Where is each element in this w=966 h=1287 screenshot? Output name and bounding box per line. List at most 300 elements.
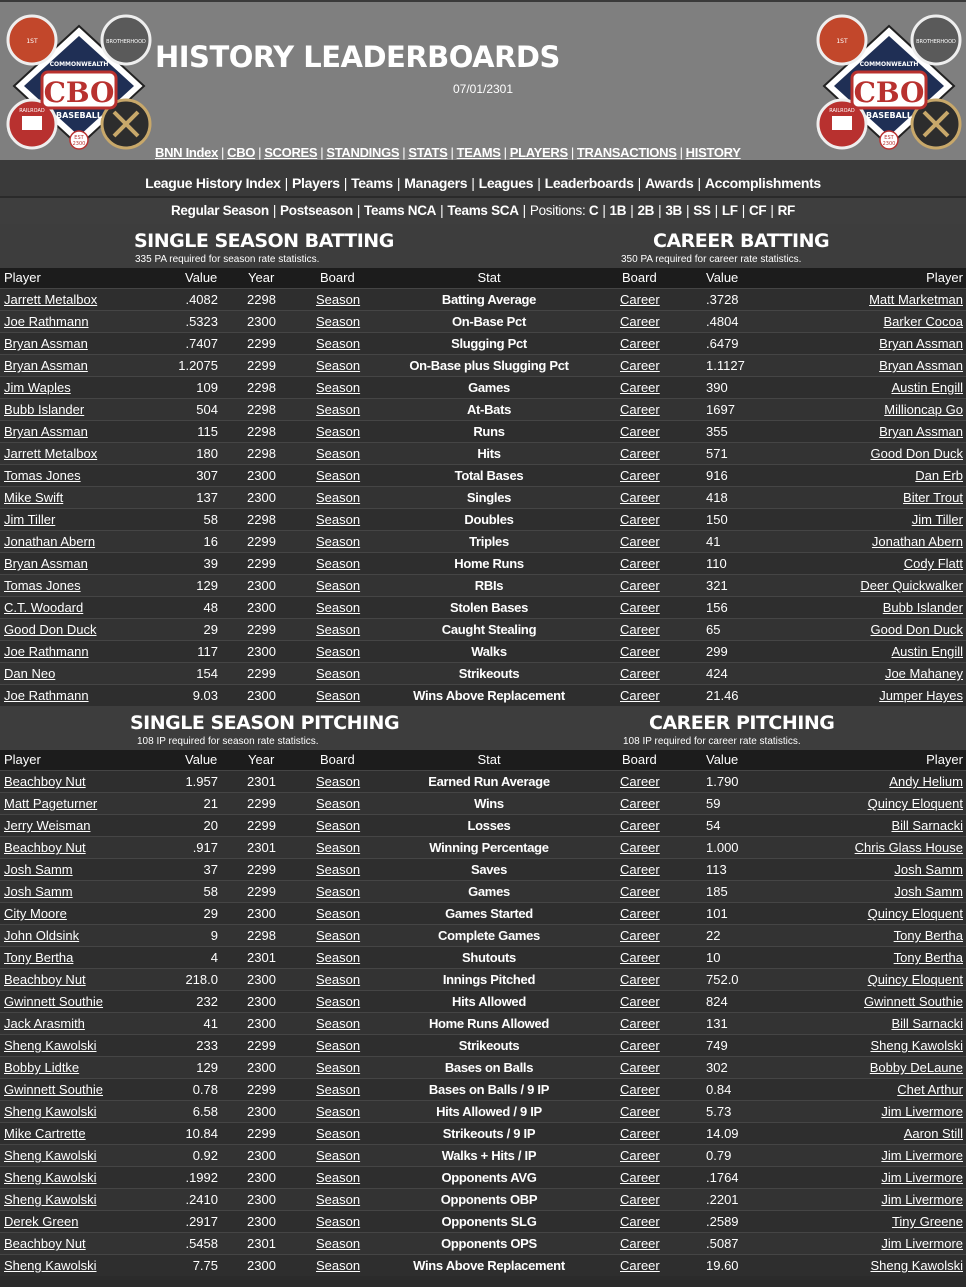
col-board-left: Board (320, 752, 355, 767)
season-leader-link[interactable]: Tomas Jones (4, 468, 81, 483)
position-link-lf[interactable]: LF (721, 203, 738, 218)
career-leader-link[interactable]: Jim Livermore (881, 1192, 963, 1207)
career-value: 0.79 (706, 1148, 732, 1163)
season-leader-link[interactable]: City Moore (4, 906, 67, 921)
season-year: 2300 (247, 688, 276, 703)
nav-separator: | (320, 145, 324, 160)
pitching-table (0, 750, 966, 1276)
career-board-link[interactable]: Career (620, 1148, 660, 1163)
career-board-link[interactable]: Career (620, 840, 660, 855)
batting-section-header (0, 224, 966, 268)
career-value: 418 (706, 490, 728, 505)
season-year: 2300 (247, 468, 276, 483)
career-value: 1.1127 (706, 358, 745, 373)
season-board-link[interactable]: Season (316, 666, 361, 681)
season-board-link[interactable]: Season (316, 424, 361, 439)
season-leader-link[interactable]: Derek Green (4, 1214, 79, 1229)
career-board-link[interactable]: Career (620, 314, 660, 329)
career-leader-link[interactable]: Josh Samm (894, 862, 963, 877)
table-row (0, 1056, 966, 1078)
career-leader-link[interactable]: Jim Tiller (911, 512, 963, 527)
season-value: 232 (196, 994, 218, 1009)
season-leader-link[interactable]: Jack Arasmith (4, 1016, 85, 1031)
stat-name: RBIs (474, 578, 504, 593)
season-year: 2299 (247, 1082, 276, 1097)
season-board-link[interactable]: Season (316, 1126, 361, 1141)
career-board-link[interactable]: Career (620, 928, 660, 943)
filter-link-postseason[interactable]: Postseason (280, 203, 353, 218)
career-leader-link[interactable]: Jumper Hayes (879, 688, 963, 703)
season-board-link[interactable]: Season (316, 1236, 361, 1251)
season-board-link[interactable]: Season (316, 468, 361, 483)
history-link-players[interactable]: Players (292, 175, 340, 191)
career-board-link[interactable]: Career (620, 884, 660, 899)
career-value: 131 (706, 1016, 728, 1031)
season-board-link[interactable]: Season (316, 380, 361, 395)
nav-separator: | (258, 145, 262, 160)
col-board-right: Board (622, 270, 657, 285)
career-board-link[interactable]: Career (620, 1170, 660, 1185)
history-link-league-history-index[interactable]: League History Index (145, 175, 281, 191)
single-season-pitching-note: 108 IP required for season rate statistics. (137, 736, 319, 747)
career-board-link[interactable]: Career (620, 1082, 660, 1097)
column-header-row (0, 750, 966, 770)
table-row (0, 1100, 966, 1122)
history-link-leagues[interactable]: Leagues (478, 175, 534, 191)
career-board-link[interactable]: Career (620, 358, 660, 373)
position-link-rf[interactable]: RF (777, 203, 796, 218)
season-leader-link[interactable]: Jonathan Abern (4, 534, 96, 549)
career-leader-link[interactable]: Bubb Islander (882, 600, 963, 615)
logo-commonwealth-text: COMMONWEALTH (859, 61, 919, 68)
table-row (0, 464, 966, 486)
position-link-3b[interactable]: 3B (665, 203, 682, 218)
season-board-link[interactable]: Season (316, 774, 361, 789)
stat-name: Opponents OPS (441, 1236, 537, 1251)
career-board-link[interactable]: Career (620, 994, 660, 1009)
career-leader-link[interactable]: Bryan Assman (879, 424, 963, 439)
season-value: 1.2075 (178, 358, 218, 373)
career-board-link[interactable]: Career (620, 796, 660, 811)
season-value: .4082 (185, 292, 218, 307)
career-leader-link[interactable]: Biter Trout (903, 490, 963, 505)
season-board-link[interactable]: Season (316, 1214, 361, 1229)
season-value: 6.58 (192, 1104, 218, 1119)
career-leader-link[interactable]: Chris Glass House (854, 840, 963, 855)
career-board-link[interactable]: Career (620, 424, 660, 439)
nav-link-history[interactable]: HISTORY (685, 145, 741, 160)
season-board-link[interactable]: Season (316, 972, 361, 987)
season-leader-link[interactable]: Sheng Kawolski (4, 1170, 97, 1185)
season-leader-link[interactable]: Josh Samm (4, 884, 73, 899)
career-leader-link[interactable]: Tiny Greene (891, 1214, 963, 1229)
season-leader-link[interactable]: Bryan Assman (4, 358, 88, 373)
career-board-link[interactable]: Career (620, 1192, 660, 1207)
career-leader-link[interactable]: Tony Bertha (893, 928, 963, 943)
career-board-link[interactable]: Career (620, 292, 660, 307)
career-leader-link[interactable]: Tony Bertha (893, 950, 963, 965)
career-leader-link[interactable]: Austin Engill (891, 380, 963, 395)
table-row (0, 530, 966, 552)
season-year: 2300 (247, 906, 276, 921)
season-leader-link[interactable]: Dan Neo (4, 666, 56, 681)
career-leader-link[interactable]: Good Don Duck (870, 622, 963, 637)
single-season-pitching-title: SINGLE SEASON PITCHING (130, 712, 400, 734)
career-board-link[interactable]: Career (620, 446, 660, 461)
career-board-link[interactable]: Career (620, 862, 660, 877)
career-value: 299 (706, 644, 728, 659)
season-value: 154 (196, 666, 218, 681)
nav-link-scores[interactable]: SCORES (264, 145, 318, 160)
season-leader-link[interactable]: Bryan Assman (4, 424, 88, 439)
career-leader-link[interactable]: Andy Helium (889, 774, 963, 789)
table-row (0, 486, 966, 508)
career-board-link[interactable]: Career (620, 972, 660, 987)
season-leader-link[interactable]: Mike Cartrette (4, 1126, 86, 1141)
nav-separator: | (356, 203, 361, 218)
career-board-link[interactable]: Career (620, 534, 660, 549)
pitching-section-header (0, 706, 966, 750)
season-value: 21 (203, 796, 218, 811)
single-season-batting-title: SINGLE SEASON BATTING (134, 230, 394, 252)
career-board-link[interactable]: Career (620, 688, 660, 703)
season-value: 129 (196, 1060, 218, 1075)
career-board-link[interactable]: Career (620, 1038, 660, 1053)
filter-link-teams-sca[interactable]: Teams SCA (447, 203, 519, 218)
season-leader-link[interactable]: Gwinnett Southie (4, 994, 104, 1009)
stat-name: Opponents AVG (441, 1170, 537, 1185)
season-board-link[interactable]: Season (316, 314, 361, 329)
nav-link-teams[interactable]: TEAMS (456, 145, 501, 160)
season-leader-link[interactable]: Tomas Jones (4, 578, 81, 593)
season-leader-link[interactable]: Good Don Duck (4, 622, 97, 637)
career-leader-link[interactable]: Jim Livermore (881, 1148, 963, 1163)
career-leader-link[interactable]: Quincy Eloquent (867, 906, 963, 921)
stat-name: Home Runs Allowed (428, 1016, 550, 1031)
career-leader-link[interactable]: Quincy Eloquent (867, 972, 963, 987)
career-board-link[interactable]: Career (620, 818, 660, 833)
stat-name: Caught Stealing (441, 622, 537, 637)
season-board-link[interactable]: Season (316, 512, 361, 527)
season-year: 2299 (247, 622, 276, 637)
season-board-link[interactable]: Season (316, 578, 361, 593)
career-leader-link[interactable]: Bryan Assman (879, 336, 963, 351)
career-leader-link[interactable]: Aaron Still (903, 1126, 963, 1141)
season-leader-link[interactable]: Beachboy Nut (4, 840, 86, 855)
season-value: .5458 (185, 1236, 218, 1251)
season-leader-link[interactable]: Jim Waples (4, 380, 71, 395)
season-leader-link[interactable]: Sheng Kawolski (4, 1258, 97, 1273)
career-batting-title: CAREER BATTING (653, 230, 830, 252)
season-board-link[interactable]: Season (316, 292, 361, 307)
career-board-link[interactable]: Career (620, 380, 660, 395)
season-board-link[interactable]: Season (316, 490, 361, 505)
career-board-link[interactable]: Career (620, 666, 660, 681)
season-board-link[interactable]: Season (316, 446, 361, 461)
stat-name: Games (468, 380, 510, 395)
season-year: 2298 (247, 446, 276, 461)
season-leader-link[interactable]: Gwinnett Southie (4, 1082, 104, 1097)
stat-name: Wins Above Replacement (413, 688, 565, 703)
career-leader-link[interactable]: Austin Engill (891, 644, 963, 659)
career-leader-link[interactable]: Josh Samm (894, 884, 963, 899)
season-board-link[interactable]: Season (316, 1192, 361, 1207)
career-board-link[interactable]: Career (620, 906, 660, 921)
stat-name: Hits Allowed (452, 994, 526, 1009)
table-row (0, 354, 966, 376)
season-board-link[interactable]: Season (316, 402, 361, 417)
season-value: 504 (196, 402, 218, 417)
logo-year-text: 2300 (882, 141, 896, 147)
career-value: .5087 (706, 1236, 739, 1251)
season-value: 48 (203, 600, 218, 615)
season-year: 2300 (247, 644, 276, 659)
season-leader-link[interactable]: Bubb Islander (4, 402, 85, 417)
season-board-link[interactable]: Season (316, 928, 361, 943)
season-board-link[interactable]: Season (316, 644, 361, 659)
career-board-link[interactable]: Career (620, 490, 660, 505)
stat-name: Strikeouts (458, 1038, 520, 1053)
season-year: 2299 (247, 884, 276, 899)
season-leader-link[interactable]: C.T. Woodard (4, 600, 84, 615)
career-value: .2201 (706, 1192, 739, 1207)
season-board-link[interactable]: Season (316, 818, 361, 833)
batting-table (0, 268, 966, 706)
season-year: 2299 (247, 796, 276, 811)
cbo-logo-right[interactable] (814, 12, 964, 152)
season-leader-link[interactable]: Jarrett Metalbox (4, 446, 98, 461)
filter-nav (0, 198, 966, 224)
season-board-link[interactable]: Season (316, 358, 361, 373)
career-value: 10 (706, 950, 721, 965)
career-board-link[interactable]: Career (620, 644, 660, 659)
career-leader-link[interactable]: Jim Livermore (881, 1104, 963, 1119)
season-board-link[interactable]: Season (316, 1082, 361, 1097)
season-year: 2300 (247, 1016, 276, 1031)
season-board-link[interactable]: Season (316, 840, 361, 855)
career-leader-link[interactable]: Bill Sarnacki (891, 818, 963, 833)
season-board-link[interactable]: Season (316, 906, 361, 921)
season-board-link[interactable]: Season (316, 884, 361, 899)
career-leader-link[interactable]: Good Don Duck (870, 446, 963, 461)
career-board-link[interactable]: Career (620, 512, 660, 527)
nav-separator: | (402, 145, 406, 160)
career-leader-link[interactable]: Bobby DeLaune (869, 1060, 963, 1075)
season-value: 39 (203, 556, 218, 571)
season-leader-link[interactable]: Sheng Kawolski (4, 1192, 97, 1207)
career-leader-link[interactable]: Millioncap Go (884, 402, 963, 417)
table-row (0, 836, 966, 858)
career-leader-link[interactable]: Sheng Kawolski (870, 1038, 963, 1053)
season-value: 129 (196, 578, 218, 593)
history-link-managers[interactable]: Managers (404, 175, 468, 191)
career-value: 110 (706, 556, 727, 571)
season-leader-link[interactable]: Tony Bertha (4, 950, 74, 965)
table-row (0, 398, 966, 420)
table-row (0, 508, 966, 530)
career-board-link[interactable]: Career (620, 1126, 660, 1141)
filter-link-regular-season[interactable]: Regular Season (170, 203, 269, 218)
position-link-1b[interactable]: 1B (609, 203, 627, 218)
nav-separator: | (471, 175, 475, 191)
season-leader-link[interactable]: Beachboy Nut (4, 972, 86, 987)
history-nav (0, 160, 966, 198)
col-player-left: Player (4, 270, 41, 285)
season-leader-link[interactable]: Beachboy Nut (4, 1236, 86, 1251)
position-link-c[interactable]: C (588, 203, 599, 218)
logo-commonwealth-text: COMMONWEALTH (49, 61, 109, 68)
season-leader-link[interactable]: Sheng Kawolski (4, 1148, 97, 1163)
history-link-accomplishments[interactable]: Accomplishments (704, 175, 821, 191)
season-leader-link[interactable]: Sheng Kawolski (4, 1038, 97, 1053)
nav-link-bnn-index[interactable]: BNN Index (155, 145, 219, 160)
career-leader-link[interactable]: Cody Flatt (903, 556, 963, 571)
career-value: .2589 (706, 1214, 739, 1229)
season-leader-link[interactable]: Sheng Kawolski (4, 1104, 97, 1119)
career-leader-link[interactable]: Chet Arthur (897, 1082, 963, 1097)
nav-link-players[interactable]: PLAYERS (509, 145, 568, 160)
season-leader-link[interactable]: Mike Swift (4, 490, 64, 505)
season-year: 2299 (247, 556, 276, 571)
table-row (0, 792, 966, 814)
career-value: 54 (706, 818, 721, 833)
career-board-link[interactable]: Career (620, 774, 660, 789)
season-leader-link[interactable]: Beachboy Nut (4, 774, 86, 789)
career-board-link[interactable]: Career (620, 1258, 660, 1273)
stat-name: Opponents SLG (441, 1214, 537, 1229)
career-board-link[interactable]: Career (620, 622, 660, 637)
season-board-link[interactable]: Season (316, 796, 361, 811)
season-board-link[interactable]: Season (316, 336, 361, 351)
career-board-link[interactable]: Career (620, 1104, 660, 1119)
season-board-link[interactable]: Season (316, 950, 361, 965)
season-leader-link[interactable]: Jerry Weisman (4, 818, 91, 833)
season-leader-link[interactable]: Joe Rathmann (4, 314, 89, 329)
season-leader-link[interactable]: Bryan Assman (4, 556, 88, 571)
season-board-link[interactable]: Season (316, 556, 361, 571)
career-board-link[interactable]: Career (620, 402, 660, 417)
career-board-link[interactable]: Career (620, 950, 660, 965)
career-board-link[interactable]: Career (620, 1016, 660, 1031)
career-board-link[interactable]: Career (620, 1236, 660, 1251)
season-leader-link[interactable]: Joe Rathmann (4, 688, 89, 703)
table-row (0, 442, 966, 464)
nav-link-transactions[interactable]: TRANSACTIONS (576, 145, 677, 160)
career-leader-link[interactable]: Jim Livermore (881, 1236, 963, 1251)
col-stat: Stat (477, 270, 501, 285)
stat-name: Games Started (445, 906, 533, 921)
career-leader-link[interactable]: Jim Livermore (881, 1170, 963, 1185)
career-value: 65 (706, 622, 721, 637)
season-board-link[interactable]: Season (316, 600, 361, 615)
stat-name: Hits (477, 446, 501, 461)
season-board-link[interactable]: Season (316, 862, 361, 877)
career-leader-link[interactable]: Bryan Assman (879, 358, 963, 373)
season-leader-link[interactable]: Jarrett Metalbox (4, 292, 98, 307)
season-board-link[interactable]: Season (316, 1060, 361, 1075)
season-board-link[interactable]: Season (316, 1170, 361, 1185)
season-year: 2299 (247, 358, 276, 373)
career-board-link[interactable]: Career (620, 578, 660, 593)
nav-separator: | (284, 175, 288, 191)
career-board-link[interactable]: Career (620, 1214, 660, 1229)
career-board-link[interactable]: Career (620, 468, 660, 483)
career-value: 113 (706, 862, 727, 877)
season-leader-link[interactable]: Joe Rathmann (4, 644, 89, 659)
season-board-link[interactable]: Season (316, 994, 361, 1009)
history-link-awards[interactable]: Awards (644, 175, 694, 191)
season-board-link[interactable]: Season (316, 534, 361, 549)
nav-separator: | (450, 145, 454, 160)
stat-name: At-Bats (466, 402, 512, 417)
nav-link-stats[interactable]: STATS (408, 145, 448, 160)
career-batting-note: 350 PA required for career rate statistics. (621, 254, 802, 265)
season-leader-link[interactable]: Matt Pageturner (4, 796, 98, 811)
season-year: 2300 (247, 1060, 276, 1075)
career-leader-link[interactable]: Gwinnett Southie (863, 994, 963, 1009)
career-leader-link[interactable]: Jonathan Abern (871, 534, 963, 549)
season-value: 109 (196, 380, 218, 395)
career-board-link[interactable]: Career (620, 1060, 660, 1075)
filter-link-teams-nca[interactable]: Teams NCA (364, 203, 437, 218)
career-value: 355 (706, 424, 728, 439)
career-leader-link[interactable]: Barker Cocoa (883, 314, 963, 329)
season-leader-link[interactable]: Josh Samm (4, 862, 73, 877)
career-leader-link[interactable]: Deer Quickwalker (860, 578, 963, 593)
season-leader-link[interactable]: Bobby Lidtke (4, 1060, 80, 1075)
season-value: 41 (203, 1016, 218, 1031)
nav-link-standings[interactable]: STANDINGS (326, 145, 400, 160)
season-leader-link[interactable]: Bryan Assman (4, 336, 88, 351)
nav-link-cbo[interactable]: CBO (227, 145, 256, 160)
career-leader-link[interactable]: Joe Mahaney (884, 666, 963, 681)
career-leader-link[interactable]: Sheng Kawolski (870, 1258, 963, 1273)
logo-brotherhood-text: BROTHERHOOD (916, 39, 956, 45)
season-board-link[interactable]: Season (316, 1148, 361, 1163)
nav-separator: | (630, 203, 634, 218)
season-year: 2300 (247, 600, 276, 615)
career-leader-link[interactable]: Bill Sarnacki (891, 1016, 963, 1031)
position-link-2b[interactable]: 2B (637, 203, 655, 218)
history-link-teams[interactable]: Teams (351, 175, 393, 191)
season-value: 58 (203, 512, 218, 527)
season-value: 1.957 (185, 774, 218, 789)
season-board-link[interactable]: Season (316, 1016, 361, 1031)
career-board-link[interactable]: Career (620, 336, 660, 351)
season-board-link[interactable]: Season (316, 1258, 361, 1273)
season-board-link[interactable]: Season (316, 688, 361, 703)
career-leader-link[interactable]: Quincy Eloquent (867, 796, 963, 811)
career-value: 424 (706, 666, 728, 681)
season-value: 0.92 (192, 1148, 218, 1163)
career-value: 5.73 (706, 1104, 732, 1119)
career-board-link[interactable]: Career (620, 600, 660, 615)
season-board-link[interactable]: Season (316, 622, 361, 637)
position-link-cf[interactable]: CF (748, 203, 767, 218)
history-link-leaderboards[interactable]: Leaderboards (544, 175, 634, 191)
position-link-ss[interactable]: SS (693, 203, 711, 218)
season-leader-link[interactable]: John Oldsink (4, 928, 80, 943)
season-leader-link[interactable]: Jim Tiller (4, 512, 56, 527)
logo-baseball-text: BASEBALL (56, 111, 102, 120)
nav-separator: | (396, 175, 401, 191)
season-board-link[interactable]: Season (316, 1038, 361, 1053)
career-board-link[interactable]: Career (620, 556, 660, 571)
nav-separator: | (637, 175, 641, 191)
career-leader-link[interactable]: Matt Marketman (869, 292, 963, 307)
career-leader-link[interactable]: Dan Erb (915, 468, 963, 483)
season-board-link[interactable]: Season (316, 1104, 361, 1119)
